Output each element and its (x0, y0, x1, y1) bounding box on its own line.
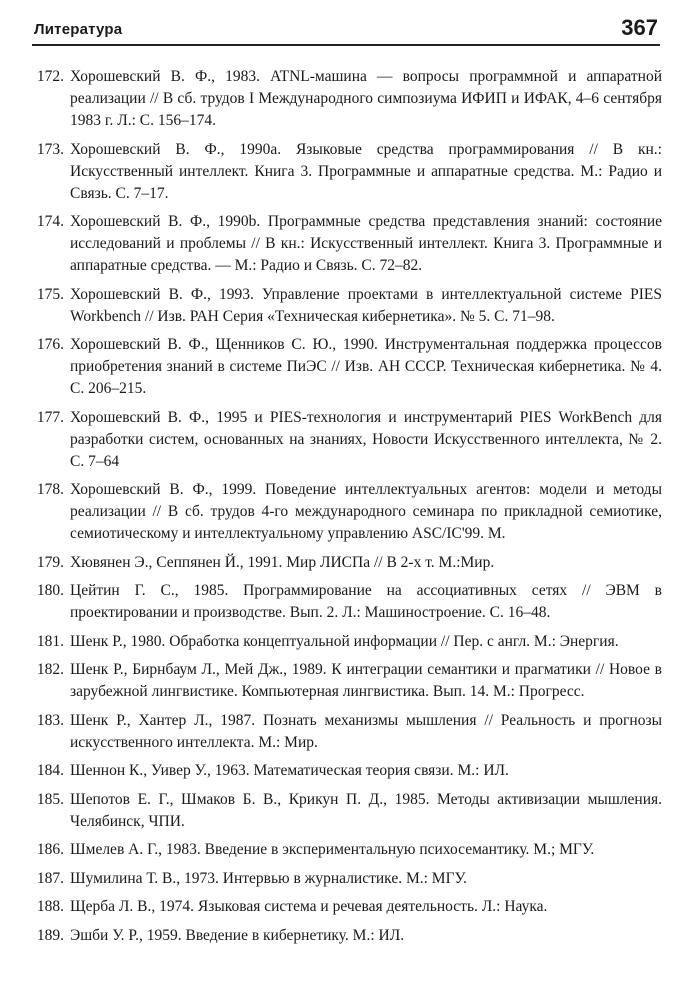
reference-number: 180. (36, 582, 64, 599)
reference-number: 178. (36, 481, 64, 498)
reference-list (30, 66, 662, 953)
reference-text: Щерба Л. В., 1974. Языковая система и речевая деятельность. Л.: Наука. (70, 898, 548, 915)
reference-number: 176. (36, 336, 64, 353)
running-header (32, 14, 660, 46)
reference-text: Хорошевский В. Ф., 1993. Управление проектами в интеллектуальной системе PIES Workbench // Изв. РАН Серия «Техническая кибернетика». № 5. С. 71–98. (70, 285, 662, 325)
reference-number: 189. (36, 926, 64, 944)
page-number: 367 (621, 15, 658, 40)
reference-item (30, 925, 662, 947)
reference-text: Эшби У. Р., 1959. Введение в кибернетику. М.: ИЛ. (70, 926, 405, 944)
reference-item (30, 789, 662, 833)
reference-item (30, 580, 662, 624)
reference-text: Хорошевский В. Ф., 1983. ATNL-машина — вопросы программной и аппаратной реализации // В сб. трудов I Международного симпозиума ИФИП и ИФАК, 4–6 сентября 1983 г. Л.: С. 156–174. (70, 68, 662, 129)
reference-text: Шумилина Т. В., 1973. Интервью в журналистике. М.: МГУ. (70, 869, 467, 887)
reference-number: 188. (36, 898, 64, 915)
reference-number: 183. (36, 711, 64, 729)
reference-item (30, 139, 662, 205)
reference-text: Хорошевский В. Ф., 1999. Поведение интеллектуальных агентов: модели и методы реализации // В сб. трудов 4-го международного семинара по прикладной семиотике, семиотическому и интеллектуальному управлению ASC/IC'99. М. (70, 481, 662, 542)
reference-number: 186. (36, 841, 64, 858)
reference-number: 175. (36, 285, 64, 303)
reference-number: 174. (36, 213, 64, 230)
reference-number: 187. (36, 869, 64, 887)
reference-text: Шепотов Е. Г., Шмаков Б. В., Крикун П. Д., 1985. Методы активизации мышления. Челябинск, ЧПИ. (70, 790, 662, 830)
reference-text: Хорошевский В. Ф., Щенников С. Ю., 1990. Инструментальная поддержка процессов приобретения знаний в системе ПиЭС // Изв. АН СССР. Техническая кибернетика. № 4. С. 206–215. (70, 336, 662, 397)
reference-item (30, 407, 662, 473)
reference-item (30, 868, 662, 890)
reference-text: Шмелев А. Г., 1983. Введение в экспериментальную психосемантику. М.; МГУ. (70, 841, 595, 858)
reference-number: 177. (36, 408, 64, 426)
reference-item (30, 211, 662, 277)
reference-item (30, 631, 662, 653)
reference-text: Шенк Р., Бирнбаум Л., Мей Дж., 1989. К интеграции семантики и прагматики // Новое в зарубежной лингвистике. Компьютерная лингвистика. Вып. 14. М.: Прогресс. (70, 661, 662, 700)
reference-number: 182. (36, 661, 64, 678)
reference-item (30, 334, 662, 400)
reference-text: Хорошевский В. Ф., 1990b. Программные средства представления знаний: состояние исследований и проблемы // В кн.: Искусственный интеллект. Книга 3. Программные и аппаратные средства. — М.: Радио и Связь. С. 72–82. (70, 213, 662, 274)
reference-text: Хорошевский В. Ф., 1995 и PIES-технология и инструментарий PIES WorkBench для разработки систем, основанных на знаниях, Новости Искусственного интеллекта, № 2. С. 7–64 (70, 408, 662, 470)
reference-text: Шенк Р., Хантер Л., 1987. Познать механизмы мышления // Реальность и прогнозы искусственного интеллекта. М.: Мир. (70, 711, 662, 751)
reference-item (30, 552, 662, 574)
reference-number: 184. (36, 762, 64, 779)
reference-item (30, 479, 662, 545)
reference-item (30, 839, 662, 861)
reference-number: 172. (36, 68, 64, 85)
reference-text: Цейтин Г. С., 1985. Программирование на ассоциативных сетях // ЭВМ в проектировании и производстве. Вып. 2. Л.: Машиностроение. С. 16–48. (70, 582, 662, 621)
reference-item (30, 760, 662, 782)
reference-text: Шеннон К., Уивер У., 1963. Математическая теория связи. М.: ИЛ. (70, 762, 509, 779)
reference-text: Хювянен Э., Сеппянен Й., 1991. Мир ЛИСПа // В 2-х т. М.:Мир. (70, 553, 495, 571)
reference-item (30, 66, 662, 132)
reference-number: 173. (36, 140, 64, 158)
reference-item (30, 710, 662, 754)
reference-text: Шенк Р., 1980. Обработка концептуальной информации // Пер. с англ. М.: Энергия. (70, 632, 619, 650)
reference-item (30, 896, 662, 918)
reference-item (30, 284, 662, 328)
reference-number: 179. (36, 553, 64, 571)
reference-number: 185. (36, 790, 64, 808)
section-title: Литература (34, 21, 123, 38)
reference-item (30, 659, 662, 703)
reference-number: 181. (36, 632, 64, 650)
reference-text: Хорошевский В. Ф., 1990a. Языковые средства программирования // В кн.: Искусственный интеллект. Книга 3. Программные и аппаратные средства. М.: Радио и Связь. С. 7–17. (70, 140, 662, 202)
